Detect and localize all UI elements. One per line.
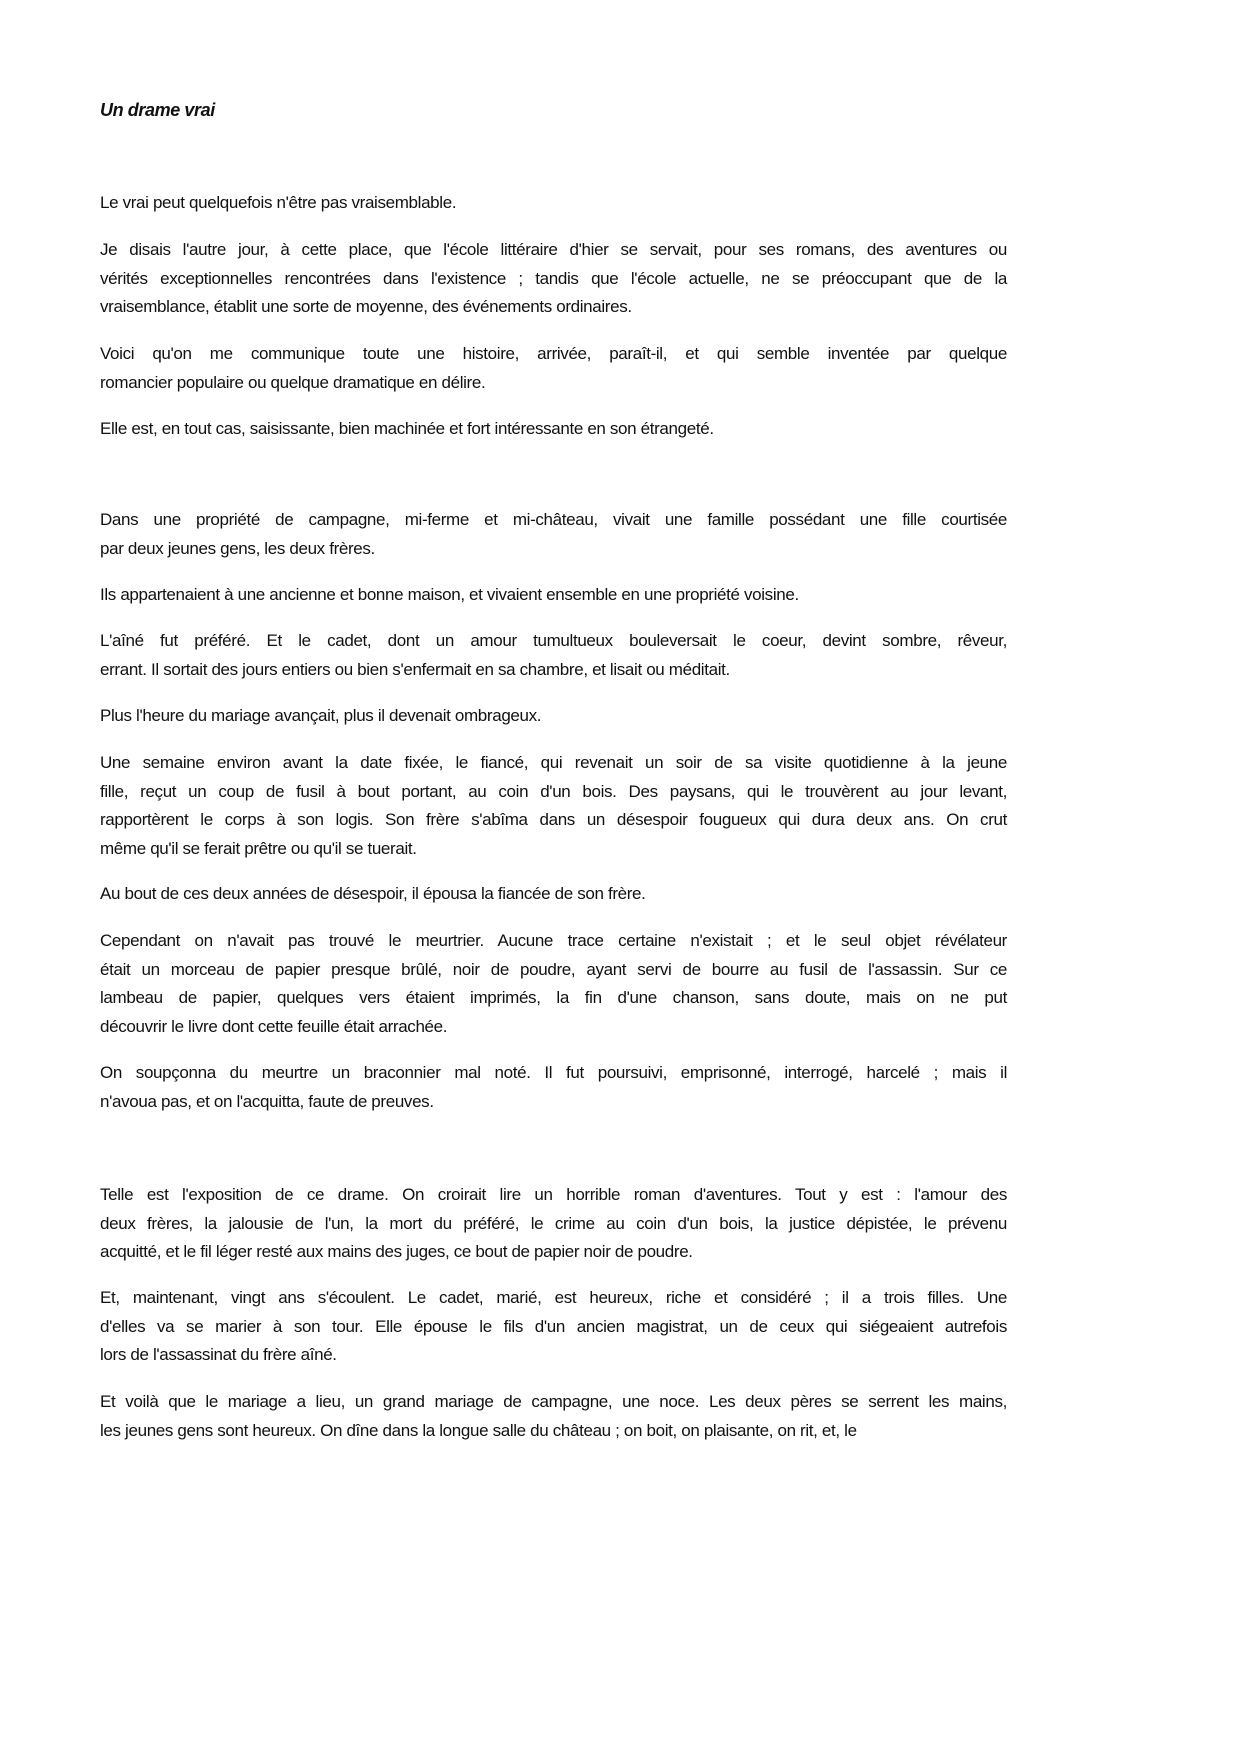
text-line: découvrir le livre dont cette feuille était arrachée. [100,1016,448,1036]
text-line: fille, reçut un coup de fusil à bout portant, au coin d'un bois. Des paysans, qui le trouvèrent au jour levant, [100,781,1007,801]
paragraph [100,238,1007,324]
text-line: Dans une propriété de campagne, mi-ferme et mi-château, vivait une famille possédant une fille courtisée [100,510,1007,529]
text-line: rapportèrent le corps à son logis. Son frère s'abîma dans un désespoir fougueux qui dura deux ans. On crut [100,810,1007,829]
text-line: lambeau de papier, quelques vers étaient imprimés, la fin d'une chanson, sans doute, mais on ne put [100,988,1007,1007]
text-line: deux frères, la jalousie de l'un, la mort du préféré, le crime au coin d'un bois, la justice dépistée, le prévenu [100,1213,1007,1233]
paragraph [100,1061,1007,1118]
text-line: romancier populaire ou quelque dramatique en délire. [100,372,486,392]
text-line: Au bout de ces deux années de désespoir, il épousa la fiancée de son frère. [100,884,646,903]
text-line: Je disais l'autre jour, à cette place, que l'école littéraire d'hier se servait, pour ses romans, des aventures ou [100,240,1007,259]
text-line: Plus l'heure du mariage avançait, plus il devenait ombrageux. [100,706,542,725]
paragraph [100,342,1007,399]
paragraph [100,704,1007,733]
paragraph [100,191,1007,220]
text-line: Elle est, en tout cas, saisissante, bien machinée et fort intéressante en son étrangeté. [100,419,714,438]
text-line: errant. Il sortait des jours entiers ou bien s'enfermait en sa chambre, et lisait ou méditait. [100,659,730,679]
paragraph [100,583,1007,612]
text-line: par deux jeunes gens, les deux frères. [100,538,375,558]
text-line: Et voilà que le mariage a lieu, un grand mariage de campagne, une noce. Les deux pères se serrent les mains, [100,1392,1007,1411]
text-line: d'elles va se marier à son tour. Elle épouse le fils d'un ancien magistrat, un de ceux qui siégeaient autrefois [100,1316,1007,1336]
text-line: Cependant on n'avait pas trouvé le meurtrier. Aucune trace certaine n'existait ; et le seul objet révélateur [100,931,1007,950]
text-line: vraisemblance, établit une sorte de moyenne, des événements ordinaires. [100,297,632,316]
paragraph [100,882,1007,911]
text-line: L'aîné fut préféré. Et le cadet, dont un amour tumultueux bouleversait le coeur, devint sombre, rêveur, [100,631,1007,650]
text-line: acquitté, et le fil léger resté aux mains des juges, ce bout de papier noir de poudre. [100,1242,693,1261]
text-line: Telle est l'exposition de ce drame. On croirait lire un horrible roman d'aventures. Tout y est : l'amour des [100,1185,1007,1204]
paragraph [100,629,1007,686]
text-line: lors de l'assassinat du frère aîné. [100,1345,337,1364]
text-line: On soupçonna du meurtre un braconnier mal noté. Il fut poursuivi, emprisonné, interrogé, harcelé ; mais il [100,1063,1007,1082]
text-line: Une semaine environ avant la date fixée, le fiancé, qui revenait un soir de sa visite quotidienne à la jeune [100,753,1007,772]
paragraph [100,1390,1007,1447]
text-line: n'avoua pas, et on l'acquitta, faute de preuves. [100,1091,434,1111]
text-line: vérités exceptionnelles rencontrées dans l'existence ; tandis que l'école actuelle, ne se préoccupant que de la [100,268,1007,288]
paragraph [100,1286,1007,1372]
document-title: Un drame vrai [100,100,215,120]
paragraph [100,508,1007,565]
paragraph [100,751,1007,865]
text-line: Et, maintenant, vingt ans s'écoulent. Le cadet, marié, est heureux, riche et considéré ; il a trois filles. Une [100,1288,1007,1307]
paragraph [100,1183,1007,1269]
text-line: était un morceau de papier presque brûlé, noir de poudre, ayant servi de bourre au fusil de l'assassin. Sur ce [100,959,1007,979]
paragraph [100,929,1007,1043]
text-line: Le vrai peut quelquefois n'être pas vraisemblable. [100,193,457,212]
text-line: même qu'il se ferait prêtre ou qu'il se tuerait. [100,838,417,858]
paragraph [100,417,1007,446]
text-line: les jeunes gens sont heureux. On dîne dans la longue salle du château ; on boit, on plaisante, on rit, et, le [100,1420,857,1440]
text-line: Ils appartenaient à une ancienne et bonne maison, et vivaient ensemble en une propriété voisine. [100,585,799,604]
text-line: Voici qu'on me communique toute une histoire, arrivée, paraît-il, et qui semble inventée par quelque [100,344,1007,363]
